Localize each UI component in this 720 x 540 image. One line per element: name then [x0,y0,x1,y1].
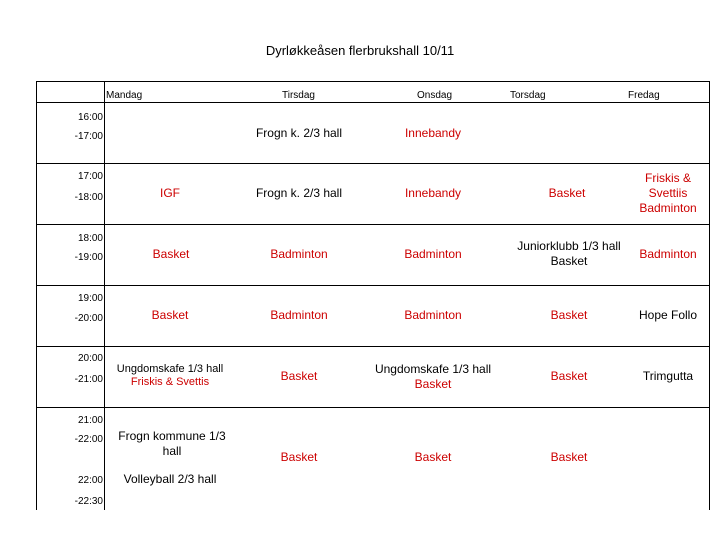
schedule-cell-line: Basket [414,376,452,391]
day-header-mandag: Mandag [106,90,143,101]
schedule-cell-line: Friskis & Svettis [130,376,210,388]
schedule-cell: Basket [280,368,318,383]
time-label: -22:30 [74,496,103,507]
schedule-cell: Innebandy [404,185,462,200]
table-left-border [36,81,37,510]
schedule-cell: Basket [280,449,318,464]
time-label: -20:00 [74,313,103,324]
time-label: 17:00 [77,171,103,182]
time-label: 21:00 [77,415,103,426]
table-right-border [709,81,710,510]
schedule-cell: Badminton [639,246,697,261]
schedule-cell: Volleyball 2/3 hall [123,471,217,486]
schedule-cell: Hope Follo [638,307,698,322]
schedule-cell: Frogn kommune 1/3 hall [118,429,226,458]
schedule-cell: Basket [550,449,588,464]
time-label: -19:00 [74,252,103,263]
schedule-cell: Badminton [404,307,462,322]
schedule-cell: Frogn k. 2/3 hall [255,185,343,200]
schedule-cell: IGF [160,185,180,200]
schedule-cell: Badminton [270,246,328,261]
day-header-onsdag: Onsdag [417,90,453,101]
schedule-cell: Badminton [404,246,462,261]
schedule-cell [366,361,500,392]
schedule-cell: Basket [550,368,588,383]
time-label: 22:00 [77,475,103,486]
schedule-cell: Basket [414,449,452,464]
schedule-cell: Basket [548,185,586,200]
time-label: -18:00 [74,192,103,203]
time-label: 20:00 [77,353,103,364]
time-label: 19:00 [77,293,103,304]
day-header-fredag: Fredag [628,90,660,101]
schedule-cell: Trimgutta [642,368,694,383]
schedule-cell-line: Ungdomskafe 1/3 hall [116,363,224,375]
schedule-cell: Basket [550,307,588,322]
schedule-cell-line: Juniorklubb 1/3 hall [517,239,621,253]
time-label: -22:00 [74,434,103,445]
row-divider [36,224,710,225]
schedule-cell: Friskis & Svettiis Badminton [639,170,697,215]
time-column-border [104,81,105,510]
row-divider [36,285,710,286]
time-label: -17:00 [74,131,103,142]
schedule-cell: Badminton [270,307,328,322]
schedule-cell: Innebandy [404,125,462,140]
day-header-tirsdag: Tirsdag [282,90,315,101]
schedule-cell: Basket [152,246,190,261]
header-bottom-border [36,102,710,103]
schedule-cell: Frogn k. 2/3 hall [255,125,343,140]
time-label: 18:00 [77,233,103,244]
time-label: -21:00 [74,374,103,385]
schedule-cell [504,238,634,270]
schedule-cell [106,362,234,390]
day-header-torsdag: Torsdag [510,90,546,101]
schedule-cell-line: Ungdomskafe 1/3 hall [374,361,492,376]
time-label: 16:00 [77,112,103,123]
row-divider [36,163,710,164]
table-top-border [36,81,710,82]
row-divider [36,346,710,347]
schedule-cell: Basket [151,307,189,322]
schedule-cell-line: Basket [550,254,588,268]
page-title: Dyrløkkeåsen flerbrukshall 10/11 [265,43,455,58]
row-divider [36,407,710,408]
